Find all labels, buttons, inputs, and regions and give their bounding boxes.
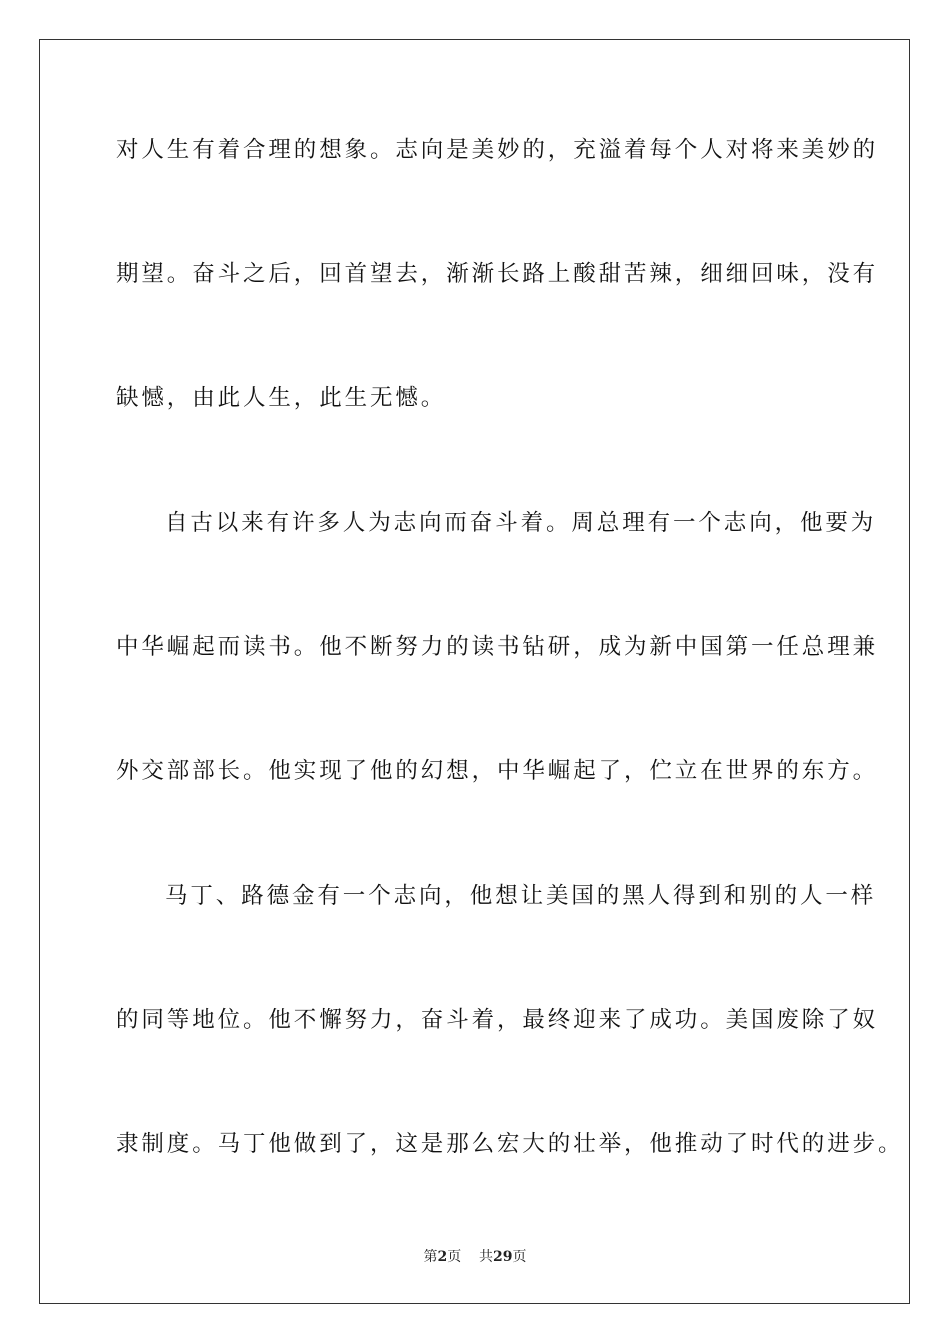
paragraph-first-line: 自古以来有许多人为志向而奋斗着。周总理有一个志向，他要为	[165, 510, 877, 536]
body-text-line: 的同等地位。他不懈努力，奋斗着，最终迎来了成功。美国废除了奴	[116, 1007, 879, 1033]
page-prefix: 第	[423, 1249, 438, 1265]
page-number: 2	[437, 1249, 448, 1265]
body-text-line: 外交部部长。他实现了他的幻想，中华崛起了，伫立在世界的东方。	[116, 758, 879, 784]
page-suffix: 页	[447, 1249, 462, 1265]
body-text-line: 期望。奋斗之后，回首望去，渐渐长路上酸甜苦辣，细细回味，没有	[116, 261, 879, 287]
body-text-line: 对人生有着合理的想象。志向是美妙的，充溢着每个人对将来美妙的	[116, 137, 879, 163]
page-footer	[0, 1247, 950, 1267]
body-text-line: 隶制度。马丁他做到了，这是那么宏大的壮举，他推动了时代的进步。	[116, 1131, 904, 1157]
total-suffix: 页	[512, 1249, 527, 1265]
body-text-line: 缺憾，由此人生，此生无憾。	[116, 385, 447, 411]
page-border	[39, 39, 910, 1304]
total-pages: 29	[493, 1249, 513, 1265]
paragraph-first-line: 马丁、路德金有一个志向，他想让美国的黑人得到和别的人一样	[165, 883, 877, 909]
body-text-line: 中华崛起而读书。他不断努力的读书钻研，成为新中国第一任总理兼	[116, 634, 879, 660]
total-prefix: 共	[479, 1249, 494, 1265]
